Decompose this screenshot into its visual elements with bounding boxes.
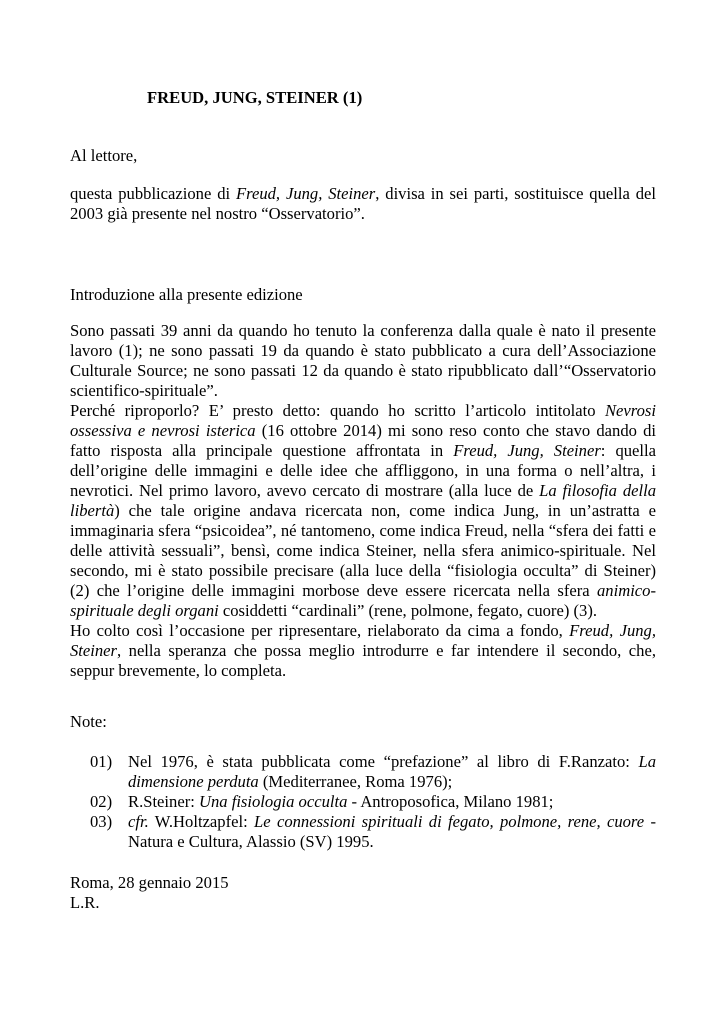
intro-title-italic: Freud, Jung, Steiner — [236, 184, 376, 203]
note-text — [128, 752, 656, 792]
note-item — [90, 812, 656, 852]
salutation: Al lettore, — [70, 146, 138, 165]
note-1-italic: La dimensione perduta — [128, 752, 656, 791]
note-3-text-a: W.Holtzapfel: — [148, 812, 255, 831]
note-1-text-c: (Mediterranee, Roma 1976); — [258, 772, 453, 791]
p2-italic-b: Nevrosi ossessiva e nevrosi isterica — [70, 401, 656, 440]
note-text — [128, 812, 656, 852]
p3-text-c: , nella speranza che possa meglio introdurre e far intendere il secondo, che, seppur brevemente, lo completa. — [70, 641, 656, 680]
p2-italic-f: La filosofia della libertà — [70, 481, 656, 520]
note-number: 03) — [90, 812, 113, 831]
note-number: 01) — [90, 752, 113, 771]
intro-text: questa pubblicazione di — [70, 184, 236, 203]
body-paragraph-2 — [70, 401, 656, 621]
body-paragraph-3 — [70, 621, 656, 681]
note-item — [90, 792, 656, 812]
signature: L.R. — [70, 893, 100, 912]
p2-text-e: : quella dell’origine delle immagini e delle idee che affliggono, in una forma o nell’altra, i nevrotici. Nel primo lavoro, avevo cercato di mostrare (alla luce de — [70, 441, 656, 500]
note-text — [128, 792, 656, 812]
intro-text-end: , divisa in sei parti, sostituisce quella del 2003 già presente nel nostro “Osservatorio”. — [70, 184, 656, 223]
p2-italic-d: Freud, Jung, Steiner — [453, 441, 601, 460]
p3-text-a: Ho colto così l’occasione per ripresentare, rielaborato da cima a fondo, — [70, 621, 570, 640]
note-2-text-a: R.Steiner: — [128, 792, 199, 811]
note-1-text-a: Nel 1976, è stata pubblicata come “prefazione” al libro di F.Ranzato: — [128, 752, 639, 771]
p3-italic-b: Freud, Jung, Steiner — [70, 621, 657, 660]
p2-text-c: (16 ottobre 2014) mi sono reso conto che stavo dando di fatto risposta alla principale questione affrontata in — [70, 421, 656, 460]
note-3-cfr: cfr. — [128, 812, 149, 831]
notes-list — [90, 752, 656, 852]
p2-text-i: cosiddetti “cardinali” (rene, polmone, fegato, cuore) (3). — [218, 601, 597, 620]
body-paragraph-1: Sono passati 39 anni da quando ho tenuto la conferenza dalla quale è nato il presente lavoro (1); ne sono passati 19 da quando è stato pubblicato a cura dell’Associazione Culturale Source; ne sono passati 12 da quando è stato ripubblicato dall’“Osservatorio scientifico-spirituale”. — [70, 321, 656, 400]
section-heading: Introduzione alla presente edizione — [70, 285, 303, 304]
note-3-italic: Le connessioni spirituali di fegato, polmone, rene, cuore — [254, 812, 645, 831]
p2-text-a: Perché riproporlo? E’ presto detto: quando ho scritto l’articolo intitolato — [70, 401, 605, 420]
note-2-text-c: - Antroposofica, Milano 1981; — [347, 792, 554, 811]
document-title: FREUD, JUNG, STEINER (1) — [147, 88, 363, 107]
p2-italic-h: animico-spirituale degli organi — [70, 581, 656, 620]
signoff-date: Roma, 28 gennaio 2015 — [70, 873, 229, 892]
intro-paragraph — [70, 184, 656, 224]
note-3-text-c: - Natura e Cultura, Alassio (SV) 1995. — [128, 812, 656, 851]
body-text — [70, 321, 656, 681]
notes-heading: Note: — [70, 712, 107, 731]
p2-text-g: ) che tale origine andava ricercata non, come indica Jung, in un’astratta e immaginaria sfera “psicoidea”, né tantomeno, come indica Freud, nella “sfera dei fatti e delle attività sessuali”, bensì, come indica Steiner, nella sfera animico-spirituale. Nel secondo, mi è stato possibile precisare (alla luce della “fisiologia occulta” di Steiner) (2) che l’origine delle immagini morbose deve essere ricercata nella sfera — [70, 501, 656, 600]
note-item — [90, 752, 656, 792]
note-number: 02) — [90, 792, 113, 811]
note-2-italic: Una fisiologia occulta — [198, 792, 348, 811]
